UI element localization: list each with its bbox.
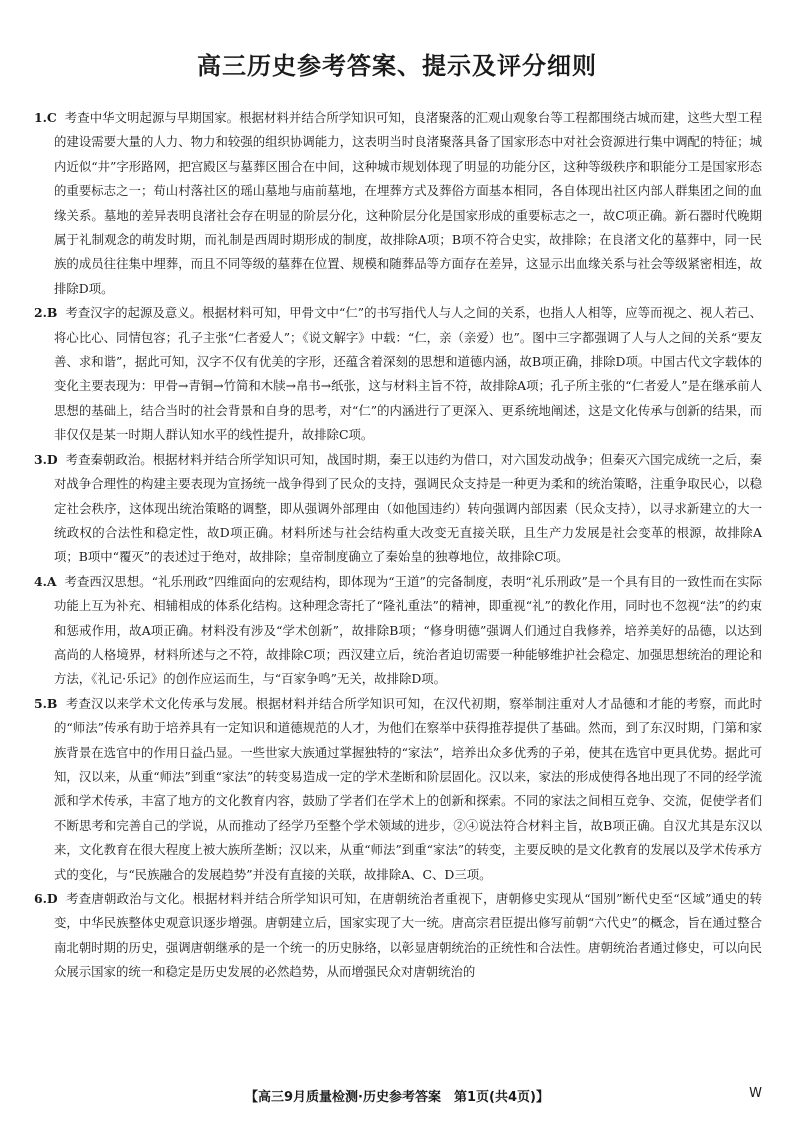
answer-text: 考查唐朝政治与文化。根据材料并结合所学知识可知，在唐朝统治者重视下，唐朝修史实现从“国别”断代史至“区域”通史的转变，中华民族整体史观意识逐步增强。唐朝建立后，国家实现了大一统。唐高宗君臣提出修写前朝“六代史”的概念，旨在通过整合南北朝时期的历史，强调唐朝继承的是一个统一的历史脉络，以彰显唐朝统治的正统性和合法性。唐朝统治者通过修史，可以向民众展示国家的统一和稳定是历史发展的必然趋势，从而增强民众对唐朝统治的 (54, 891, 762, 980)
page-title: 高三历史参考答案、提示及评分细则 (197, 52, 597, 80)
answer-item-6 (34, 887, 762, 985)
answer-item-4 (34, 570, 762, 692)
answer-text: 考查汉字的起源及意义。根据材料可知，甲骨文中“仁”的书写指代人与人之间的关系，也指人人相等，应等而视之、视人若己、将心比心、同情包容；孔子主张“仁者爱人”；《说文解字》中载：“仁，亲（亲爱）也”。图中三字都强调了人与人之间的关系“要友善、求和谐”，据此可知，汉字不仅有优美的字形，还蕴含着深刻的思想和道德内涵，故B项正确，排除D项。中国古代文字载体的变化主要表现为：甲骨→青铜→竹简和木牍→帛书→纸张，这与材料主旨不符，故排除A项；孔子所主张的“仁者爱人”是在继承前人思想的基础上，结合当时的社会背景和自身的思考，对“仁”的内涵进行了更深入、更系统地阐述，这是文化传承与创新的结果，而非仅仅是某一时期人群认知水平的线性提升，故排除C项。 (54, 305, 762, 443)
answer-list (34, 106, 762, 985)
answer-label: 2.B (34, 305, 58, 321)
answer-text: 考查西汉思想。“礼乐刑政”四维面向的宏观结构，即体现为“王道”的完备制度，表明“礼乐刑政”是一个具有目的一致性而在实际功能上互为补充、相辅相成的体系化结构。这种理念寄托了“隆礼重法”的精神，即重视“礼”的教化作用，同时也不忽视“法”的约束和惩戒作用，故A项正确。材料没有涉及“学术创新”，故排除B项；“修身明德”强调人们通过自我修养，培养美好的品德，以达到高尚的人格境界，材料所述与之不符，故排除C项；西汉建立后，统治者迫切需要一种能够维护社会稳定、加强思想统治的理论和方法，《礼记·乐记》的创作应运而生，与“百家争鸣”无关，故排除D项。 (54, 573, 762, 687)
answer-text: 考查秦朝政治。根据材料并结合所学知识可知，战国时期，秦王以违约为借口，对六国发动战争；但秦灭六国完成统一之后，秦对战争合理性的构建主要表现为宣扬统一战争得到了民众的支持，强调民众支持是一种更为柔和的统治策略，注重争取民心，以稳定社会秩序，这体现出统治策略的调整，即从强调外部理由（如他国违约）转向强调内部因素（民众支持），以寻求新建立的大一统政权的合法性和稳定性，故D项正确。材料所述与社会结构重大改变无直接关联，且生产力发展是社会变革的根源，故排除A项；B项中“覆灭”的表述过于绝对，故排除；皇帝制度确立了秦始皇的独尊地位，故排除C项。 (54, 451, 762, 565)
answer-label: 5.B (34, 695, 58, 711)
version-code: W (749, 1086, 762, 1101)
answer-label: 1.C (34, 110, 57, 125)
answer-label: 3.D (34, 451, 58, 467)
answer-item-5 (34, 692, 762, 887)
answer-label: 4.A (34, 573, 57, 589)
answer-item-2 (34, 301, 762, 447)
answer-label: 6.D (34, 891, 58, 906)
answer-text: 考查汉以来学术文化传承与发展。根据材料并结合所学知识可知，在汉代初期，察举制注重对人才品德和才能的考察，而此时的“师法”传承有助于培养具有一定知识和道德规范的人才，为他们在察举中获得推荐提供了基础。然而，到了东汉时期，门第和家族背景在选官中的作用日益凸显。一些世家大族通过掌握独特的“家法”，培养出众多优秀的子弟，使其在选官中更具优势。据此可知，汉以来，从重“师法”到重“家法”的转变易造成一定的学术垄断和阶层固化。汉以来，家法的形成使得各地出现了不同的经学流派和学术传承，丰富了地方的文化教育内容，鼓励了学者们在学术上的创新和探索。不同的家法之间相互竞争、交流，促使学者们不断思考和完善自己的学说，从而推动了经学乃至整个学术领域的进步，②④说法符合材料主旨，故B项正确。自汉尤其是东汉以来，文化教育在很大程度上被大族所垄断；汉以来，从重“师法”到重“家法”的转变，主要反映的是文化教育的发展以及学术传承方式的变化，与“民族融合的发展趋势”并没有直接的关联，故排除A、C、D三项。 (54, 695, 762, 882)
page-footer: 【高三9月质量检测·历史参考答案 第1页(共4页)】 (245, 1090, 549, 1105)
answer-text: 考查中华文明起源与早期国家。根据材料并结合所学知识可知，良渚聚落的汇观山观象台等工程都围绕古城而建，这些大型工程的建设需要大量的人力、物力和较强的组织协调能力，这表明当时良渚聚落具备了国家形态中对社会资源进行集中调配的特征；城内近似“井”字形路网，把宫殿区与墓葬区围合在中间，这种城市规划体现了明显的功能分区，这种等级秩序和职能分工是国家形态的重要标志之一；荀山村落社区的瑶山墓地与庙前墓地，在埋葬方式及葬俗方面基本相同，各自体现出社区内部人群集团之间的血缘关系。墓地的差异表明良渚社会存在明显的阶层分化，这种阶层分化是国家形成的重要标志之一，故C项正确。新石器时代晚期属于礼制观念的萌发时期，而礼制是西周时期形成的制度，故排除A项；B项不符合史实，故排除；在良渚文化的墓葬中，同一民族的成员往往集中埋葬，而且不同等级的墓葬在位置、规模和随葬品等方面存在差异，这显示出血缘关系与社会等级紧密相连，故排除D项。 (54, 110, 762, 296)
answer-item-1 (34, 106, 762, 301)
answer-item-3 (34, 448, 762, 570)
